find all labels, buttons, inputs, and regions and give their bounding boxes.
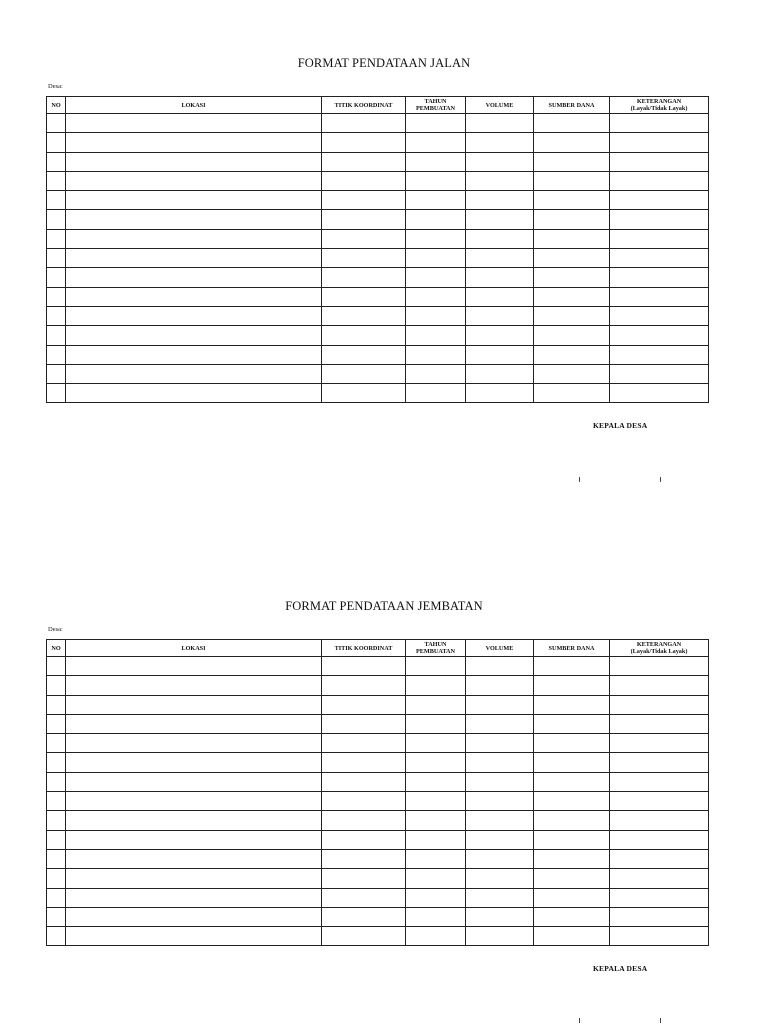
table-cell[interactable] — [534, 792, 610, 811]
desa-label: Desa: — [48, 83, 63, 90]
table-cell[interactable] — [610, 888, 709, 907]
table-row — [47, 306, 709, 325]
table-cell[interactable] — [47, 811, 66, 830]
table-row — [47, 287, 709, 306]
table-cell[interactable] — [66, 133, 322, 152]
table-cell[interactable] — [534, 657, 610, 676]
table-cell[interactable] — [466, 869, 534, 888]
table-cell[interactable] — [466, 657, 534, 676]
table-cell[interactable] — [66, 753, 322, 772]
table-cell[interactable] — [534, 152, 610, 171]
table-cell[interactable] — [466, 384, 534, 403]
table-row — [47, 811, 709, 830]
table-cell[interactable] — [534, 210, 610, 229]
table-cell[interactable] — [47, 268, 66, 287]
table-row — [47, 695, 709, 714]
col-header-lokasi: LOKASI — [66, 640, 322, 657]
table-cell[interactable] — [610, 326, 709, 345]
data-table — [46, 96, 709, 403]
table-row — [47, 714, 709, 733]
table-cell[interactable] — [466, 152, 534, 171]
table-cell[interactable] — [66, 249, 322, 268]
table-cell[interactable] — [466, 326, 534, 345]
table-cell[interactable] — [66, 345, 322, 364]
table-cell[interactable] — [610, 811, 709, 830]
table-cell[interactable] — [610, 152, 709, 171]
table-cell[interactable] — [406, 133, 466, 152]
table-cell[interactable] — [610, 345, 709, 364]
table-cell[interactable] — [534, 326, 610, 345]
table-cell[interactable] — [466, 714, 534, 733]
col-header-sumber-dana: SUMBER DANA — [534, 97, 610, 114]
table-cell[interactable] — [466, 695, 534, 714]
table-row — [47, 133, 709, 152]
table-row — [47, 888, 709, 907]
table-cell[interactable] — [466, 734, 534, 753]
table-cell[interactable] — [534, 772, 610, 791]
table-cell[interactable] — [466, 888, 534, 907]
table-cell[interactable] — [534, 869, 610, 888]
table-cell[interactable] — [322, 849, 406, 868]
table-cell[interactable] — [406, 753, 466, 772]
table-cell[interactable] — [610, 384, 709, 403]
table-cell[interactable] — [610, 830, 709, 849]
table-cell[interactable] — [610, 364, 709, 383]
table-cell[interactable] — [47, 734, 66, 753]
table-cell[interactable] — [322, 907, 406, 926]
table-cell[interactable] — [47, 849, 66, 868]
table-cell[interactable] — [406, 734, 466, 753]
col-header-lokasi: LOKASI — [66, 97, 322, 114]
table-cell[interactable] — [534, 753, 610, 772]
table-cell[interactable] — [66, 792, 322, 811]
table-cell[interactable] — [66, 869, 322, 888]
form-title: FORMAT PENDATAAN JEMBATAN — [285, 599, 483, 613]
table-cell[interactable] — [66, 171, 322, 190]
table-cell[interactable] — [47, 171, 66, 190]
table-cell[interactable] — [406, 364, 466, 383]
table-cell[interactable] — [406, 907, 466, 926]
table-cell[interactable] — [322, 133, 406, 152]
table-row — [47, 792, 709, 811]
table-cell[interactable] — [466, 133, 534, 152]
table-cell[interactable] — [406, 268, 466, 287]
table-row — [47, 326, 709, 345]
table-cell[interactable] — [322, 345, 406, 364]
table-cell[interactable] — [47, 792, 66, 811]
table-cell[interactable] — [406, 772, 466, 791]
table-cell[interactable] — [66, 268, 322, 287]
table-cell[interactable] — [47, 869, 66, 888]
table-cell[interactable] — [610, 306, 709, 325]
table-cell[interactable] — [406, 152, 466, 171]
table-cell[interactable] — [534, 849, 610, 868]
data-table — [46, 639, 709, 946]
table-cell[interactable] — [610, 171, 709, 190]
table-cell[interactable] — [47, 364, 66, 383]
table-cell[interactable] — [47, 249, 66, 268]
table-cell[interactable] — [47, 772, 66, 791]
table-cell[interactable] — [66, 772, 322, 791]
table-cell[interactable] — [322, 114, 406, 133]
table-cell[interactable] — [534, 907, 610, 926]
table-cell[interactable] — [534, 888, 610, 907]
table-cell[interactable] — [406, 384, 466, 403]
table-cell[interactable] — [610, 695, 709, 714]
table-cell[interactable] — [466, 364, 534, 383]
table-cell[interactable] — [322, 927, 406, 946]
table-cell[interactable] — [47, 714, 66, 733]
col-header-sumber-dana: SUMBER DANA — [534, 640, 610, 657]
col-header-titik-koordinat: TITIK KOORDINAT — [322, 640, 406, 657]
table-cell[interactable] — [322, 249, 406, 268]
table-cell[interactable] — [406, 888, 466, 907]
table-cell[interactable] — [66, 152, 322, 171]
table-cell[interactable] — [322, 384, 406, 403]
table-cell[interactable] — [66, 830, 322, 849]
table-cell[interactable] — [66, 907, 322, 926]
table-cell[interactable] — [610, 229, 709, 248]
table-cell[interactable] — [406, 306, 466, 325]
table-cell[interactable] — [47, 133, 66, 152]
col-header-no: NO — [47, 640, 66, 657]
table-cell[interactable] — [610, 849, 709, 868]
table-cell[interactable] — [406, 114, 466, 133]
table-cell[interactable] — [610, 734, 709, 753]
col-header-tahun-pembuatan — [406, 640, 466, 657]
table-row — [47, 268, 709, 287]
table-cell[interactable] — [47, 306, 66, 325]
table-row — [47, 869, 709, 888]
table-cell[interactable] — [66, 191, 322, 210]
table-cell[interactable] — [322, 734, 406, 753]
table-cell[interactable] — [66, 114, 322, 133]
header-row — [47, 97, 709, 114]
table-cell[interactable] — [47, 676, 66, 695]
table-cell[interactable] — [406, 287, 466, 306]
table-cell[interactable] — [406, 676, 466, 695]
table-cell[interactable] — [406, 191, 466, 210]
table-cell[interactable] — [534, 249, 610, 268]
table-cell[interactable] — [534, 345, 610, 364]
header-line: (Layak/Tidak Layak) — [630, 105, 688, 112]
table-cell[interactable] — [322, 830, 406, 849]
table-cell[interactable] — [322, 714, 406, 733]
table-cell[interactable] — [322, 753, 406, 772]
table-row — [47, 171, 709, 190]
table-cell[interactable] — [466, 772, 534, 791]
table-cell[interactable] — [322, 326, 406, 345]
table-cell[interactable] — [610, 191, 709, 210]
table-cell[interactable] — [47, 927, 66, 946]
table-row — [47, 249, 709, 268]
table-cell[interactable] — [466, 249, 534, 268]
table-row — [47, 657, 709, 676]
table-cell[interactable] — [322, 191, 406, 210]
table-cell[interactable] — [66, 229, 322, 248]
table-cell[interactable] — [610, 210, 709, 229]
table-cell[interactable] — [406, 849, 466, 868]
table-cell[interactable] — [466, 927, 534, 946]
table-cell[interactable] — [322, 888, 406, 907]
table-cell[interactable] — [66, 326, 322, 345]
table-cell[interactable] — [47, 152, 66, 171]
table-cell[interactable] — [406, 345, 466, 364]
signature-bracket-right — [660, 477, 661, 482]
table-cell[interactable] — [47, 830, 66, 849]
table-cell[interactable] — [322, 152, 406, 171]
table-row — [47, 345, 709, 364]
table-cell[interactable] — [534, 287, 610, 306]
table-cell[interactable] — [534, 229, 610, 248]
header-line: TAHUN — [424, 641, 447, 648]
table-cell[interactable] — [406, 869, 466, 888]
table-cell[interactable] — [47, 210, 66, 229]
table-cell[interactable] — [534, 830, 610, 849]
table-row — [47, 927, 709, 946]
table-cell[interactable] — [406, 229, 466, 248]
table-cell[interactable] — [322, 287, 406, 306]
table-cell[interactable] — [406, 210, 466, 229]
col-header-volume: VOLUME — [466, 97, 534, 114]
kepala-desa-label: KEPALA DESA — [593, 964, 648, 973]
table-cell[interactable] — [534, 714, 610, 733]
table-cell[interactable] — [66, 714, 322, 733]
table-cell[interactable] — [534, 114, 610, 133]
table-row — [47, 830, 709, 849]
table-cell[interactable] — [322, 306, 406, 325]
table-cell[interactable] — [406, 171, 466, 190]
header-line: KETERANGAN — [636, 641, 682, 648]
table-cell[interactable] — [610, 772, 709, 791]
table-cell[interactable] — [66, 287, 322, 306]
table-cell[interactable] — [610, 114, 709, 133]
table-cell[interactable] — [406, 927, 466, 946]
table-cell[interactable] — [466, 811, 534, 830]
table-cell[interactable] — [466, 210, 534, 229]
table-cell[interactable] — [534, 695, 610, 714]
table-cell[interactable] — [66, 676, 322, 695]
table-cell[interactable] — [47, 753, 66, 772]
table-cell[interactable] — [322, 695, 406, 714]
table-body — [47, 657, 709, 946]
col-header-keterangan — [610, 97, 709, 114]
table-cell[interactable] — [47, 384, 66, 403]
table-cell[interactable] — [466, 191, 534, 210]
table-cell[interactable] — [66, 734, 322, 753]
table-cell[interactable] — [47, 229, 66, 248]
table-cell[interactable] — [534, 364, 610, 383]
table-cell[interactable] — [47, 695, 66, 714]
table-cell[interactable] — [66, 657, 322, 676]
table-cell[interactable] — [322, 364, 406, 383]
table-cell[interactable] — [47, 345, 66, 364]
header-line: (Layak/Tidak Layak) — [630, 648, 688, 655]
table-row — [47, 364, 709, 383]
header-line: PEMBUATAN — [416, 648, 455, 655]
header-line: TAHUN — [424, 98, 447, 105]
table-cell[interactable] — [47, 287, 66, 306]
table-row — [47, 210, 709, 229]
table-cell[interactable] — [66, 695, 322, 714]
table-cell[interactable] — [322, 792, 406, 811]
table-cell[interactable] — [610, 249, 709, 268]
table-cell[interactable] — [322, 210, 406, 229]
table-cell[interactable] — [47, 888, 66, 907]
table-row — [47, 152, 709, 171]
table-cell[interactable] — [66, 811, 322, 830]
table-cell[interactable] — [466, 287, 534, 306]
col-header-tahun-pembuatan — [406, 97, 466, 114]
table-cell[interactable] — [66, 210, 322, 229]
table-cell[interactable] — [534, 927, 610, 946]
col-header-volume: VOLUME — [466, 640, 534, 657]
table-cell[interactable] — [534, 676, 610, 695]
signature-bracket-right — [660, 1018, 661, 1023]
table-cell[interactable] — [466, 676, 534, 695]
table-cell[interactable] — [610, 753, 709, 772]
table-cell[interactable] — [47, 907, 66, 926]
kepala-desa-label: KEPALA DESA — [593, 421, 648, 430]
table-cell[interactable] — [322, 869, 406, 888]
header-row — [47, 640, 709, 657]
table-cell[interactable] — [466, 268, 534, 287]
table-cell[interactable] — [322, 772, 406, 791]
table-row — [47, 849, 709, 868]
table-cell[interactable] — [534, 384, 610, 403]
table-cell[interactable] — [66, 306, 322, 325]
table-cell[interactable] — [466, 907, 534, 926]
table-cell[interactable] — [406, 830, 466, 849]
table-cell[interactable] — [610, 657, 709, 676]
table-cell[interactable] — [534, 191, 610, 210]
table-row — [47, 191, 709, 210]
table-cell[interactable] — [406, 249, 466, 268]
table-cell[interactable] — [466, 753, 534, 772]
table-cell[interactable] — [610, 676, 709, 695]
table-cell[interactable] — [466, 171, 534, 190]
table-body — [47, 114, 709, 403]
table-cell[interactable] — [322, 268, 406, 287]
table-cell[interactable] — [610, 287, 709, 306]
table-cell[interactable] — [534, 268, 610, 287]
table-cell[interactable] — [610, 268, 709, 287]
table-cell[interactable] — [47, 191, 66, 210]
table-cell[interactable] — [610, 133, 709, 152]
col-header-keterangan — [610, 640, 709, 657]
header-line: PEMBUATAN — [416, 105, 455, 112]
table-cell[interactable] — [534, 133, 610, 152]
table-cell[interactable] — [466, 849, 534, 868]
col-header-titik-koordinat: TITIK KOORDINAT — [322, 97, 406, 114]
table-row — [47, 384, 709, 403]
table-cell[interactable] — [406, 792, 466, 811]
table-row — [47, 772, 709, 791]
table-row — [47, 734, 709, 753]
table-cell[interactable] — [466, 306, 534, 325]
table-cell[interactable] — [610, 869, 709, 888]
table-cell[interactable] — [322, 811, 406, 830]
table-row — [47, 753, 709, 772]
table-cell[interactable] — [406, 714, 466, 733]
table-cell[interactable] — [610, 714, 709, 733]
header-line: KETERANGAN — [636, 98, 682, 105]
table-cell[interactable] — [466, 345, 534, 364]
table-cell[interactable] — [322, 229, 406, 248]
table-row — [47, 114, 709, 133]
table-cell[interactable] — [406, 657, 466, 676]
table-cell[interactable] — [406, 811, 466, 830]
form-title: FORMAT PENDATAAN JALAN — [297, 56, 471, 70]
table-cell[interactable] — [534, 171, 610, 190]
table-cell[interactable] — [534, 811, 610, 830]
table-cell[interactable] — [322, 676, 406, 695]
table-cell[interactable] — [534, 306, 610, 325]
table-row — [47, 676, 709, 695]
table-cell[interactable] — [66, 888, 322, 907]
desa-label: Desa: — [48, 626, 63, 633]
table-cell[interactable] — [610, 927, 709, 946]
table-cell[interactable] — [466, 229, 534, 248]
table-cell[interactable] — [66, 849, 322, 868]
table-cell[interactable] — [466, 830, 534, 849]
table-cell[interactable] — [406, 695, 466, 714]
table-cell[interactable] — [466, 792, 534, 811]
table-cell[interactable] — [406, 326, 466, 345]
table-cell[interactable] — [610, 907, 709, 926]
table-cell[interactable] — [66, 927, 322, 946]
table-cell[interactable] — [47, 657, 66, 676]
table-row — [47, 229, 709, 248]
table-row — [47, 907, 709, 926]
table-cell[interactable] — [47, 114, 66, 133]
table-cell[interactable] — [322, 657, 406, 676]
table-cell[interactable] — [66, 364, 322, 383]
table-cell[interactable] — [322, 171, 406, 190]
table-cell[interactable] — [66, 384, 322, 403]
table-cell[interactable] — [47, 326, 66, 345]
table-cell[interactable] — [534, 734, 610, 753]
table-cell[interactable] — [466, 114, 534, 133]
signature-bracket-left — [579, 1018, 580, 1023]
signature-bracket-left — [579, 477, 580, 482]
table-cell[interactable] — [610, 792, 709, 811]
col-header-no: NO — [47, 97, 66, 114]
